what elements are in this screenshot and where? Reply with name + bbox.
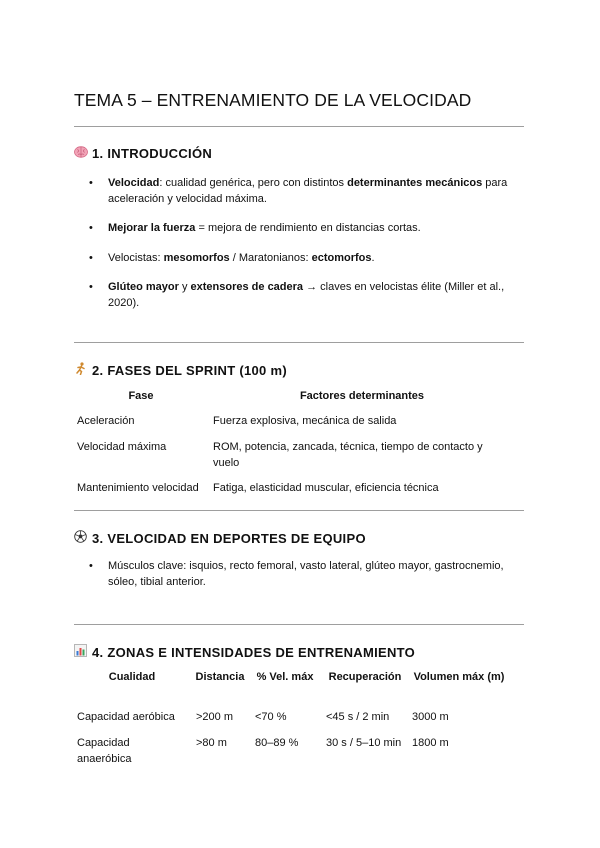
text: / Maratonianos: — [229, 251, 312, 264]
table-cell: 1800 m — [412, 737, 449, 749]
section-heading-intro — [74, 146, 212, 161]
section-heading-text: 4. ZONAS E INTENSIDADES DE ENTRENAMIENTO — [92, 644, 416, 660]
text: → claves en velocistas élite (Miller et al., 2020). — [108, 281, 505, 309]
table-cell: 80–89 % — [255, 737, 299, 749]
table-cell: <45 s / 2 min — [326, 711, 390, 723]
runner-icon — [74, 362, 89, 378]
list-item: • Músculos clave: isquios, recto femoral, vasto lateral, glúteo mayor, gastrocnemio, sóleo, tibial anterior. — [74, 559, 514, 590]
table-header: Cualidad — [108, 671, 156, 683]
text: . — [371, 251, 375, 264]
bold-term: Velocidad — [108, 177, 160, 189]
text: y — [178, 281, 191, 293]
bold-term: Glúteo mayor — [108, 281, 179, 293]
equipo-list — [74, 559, 514, 590]
table-cell: Velocidad máxima — [77, 441, 167, 453]
bold-term: extensores de cadera — [190, 281, 304, 293]
table-cell: 30 s / 5–10 min — [326, 737, 402, 749]
table-cell: >80 m — [196, 737, 227, 749]
bold-term: mesomorfos — [163, 251, 230, 264]
table-cell: <70 % — [255, 711, 287, 723]
text: : cualidad genérica, pero con distintos — [159, 177, 348, 189]
list-item — [74, 251, 514, 267]
table-cell: Fatiga, elasticidad muscular, eficiencia técnica — [213, 482, 439, 494]
table-header: Fase — [128, 390, 154, 402]
bold-term: determinantes mecánicos — [347, 177, 483, 189]
list-item — [74, 221, 514, 237]
table-header: Distancia — [195, 671, 245, 683]
table-cell: 3000 m — [412, 711, 449, 723]
list-item — [74, 280, 514, 311]
table-cell: Fuerza explosiva, mecánica de salida — [213, 415, 397, 427]
section-heading-zonas — [74, 644, 415, 660]
bold-term: Mejorar la fuerza — [108, 222, 196, 234]
bar-chart-icon — [74, 644, 89, 660]
text: para aceleración y velocidad máxima. — [108, 177, 508, 205]
divider — [74, 510, 524, 511]
soccer-ball-icon — [74, 530, 89, 546]
section-heading-text: 2. FASES DEL SPRINT (100 m) — [92, 362, 287, 378]
divider — [74, 126, 524, 127]
text: Velocistas: — [108, 251, 164, 264]
table-header: Volumen máx (m) — [413, 671, 505, 683]
table-cell: Capacidad anaeróbica — [77, 737, 132, 765]
brain-icon — [74, 146, 89, 161]
text: = mejora de rendimiento en distancias cortas. — [195, 222, 421, 234]
bold-term: ectomorfos — [311, 251, 372, 264]
intro-list — [74, 176, 514, 311]
table-cell: Mantenimiento velocidad — [77, 482, 199, 494]
section-heading-equipo — [74, 530, 366, 546]
table-header: Recuperación — [328, 671, 402, 683]
table-cell: Capacidad aeróbica — [77, 711, 175, 723]
page-title: TEMA 5 – ENTRENAMIENTO DE LA VELOCIDAD — [74, 90, 472, 110]
divider — [74, 624, 524, 625]
table-cell: Aceleración — [77, 415, 135, 427]
section-heading-sprint — [74, 362, 287, 378]
table-cell: ROM, potencia, zancada, técnica, tiempo de contacto y vuelo — [213, 441, 483, 469]
list-item — [74, 176, 514, 207]
section-heading-text: 3. VELOCIDAD EN DEPORTES DE EQUIPO — [92, 530, 366, 546]
divider — [74, 342, 524, 343]
table-header: Factores determinantes — [299, 390, 425, 402]
section-heading-text: 1. INTRODUCCIÓN — [92, 146, 213, 161]
table-cell: >200 m — [196, 711, 233, 723]
table-header: % Vel. máx — [256, 671, 314, 683]
